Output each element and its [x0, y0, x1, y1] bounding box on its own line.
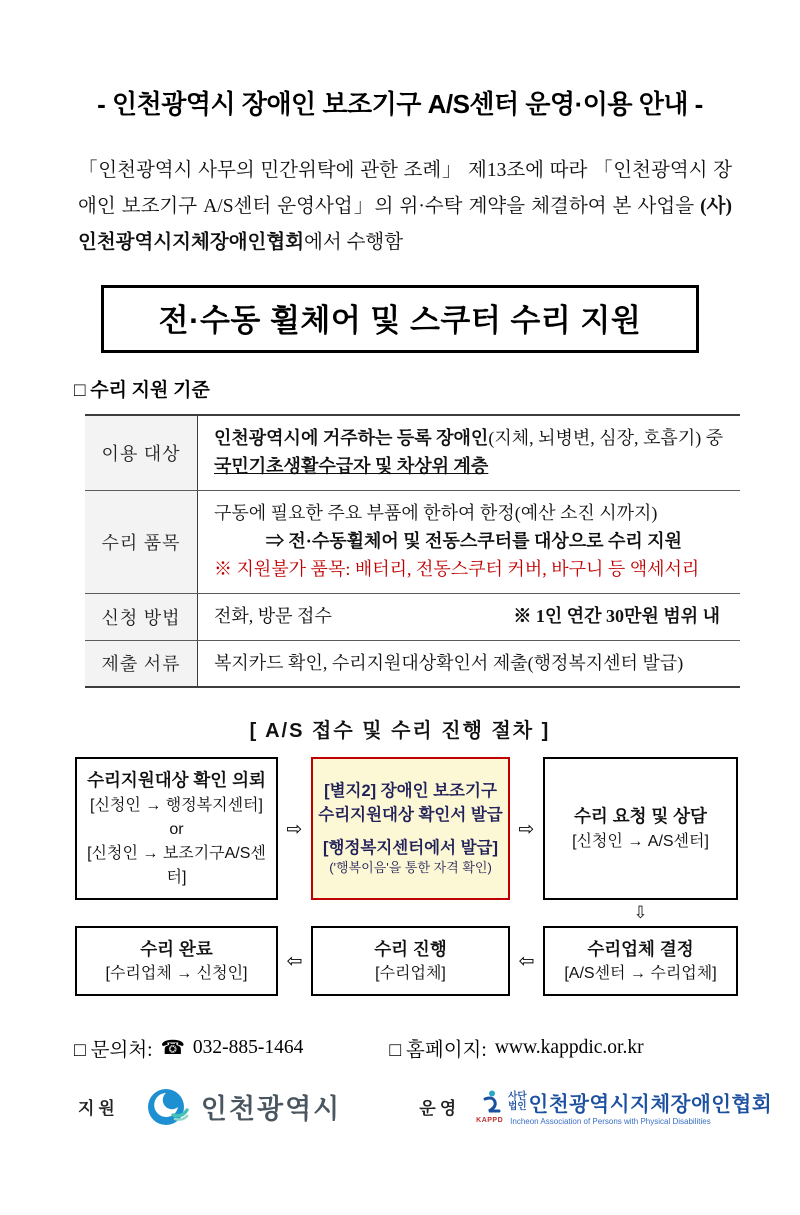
flow-box-request-line1: [신청인 → 행정복지센터] [90, 796, 263, 814]
kappd-logo-icon [476, 1089, 503, 1124]
kappd-name-row [508, 1087, 772, 1117]
row-label-documents: 제출 서류 [85, 641, 198, 687]
intro-paragraph [78, 153, 732, 261]
kappd-corp-type-1: 사단 [508, 1090, 527, 1102]
spacer [510, 900, 543, 926]
kappd-acronym: KAPPD [476, 1117, 504, 1125]
criteria-heading: □ 수리 지원 기준 [74, 380, 210, 402]
target-underlined-text: 국민기초생활수급자 및 차상위 계층 [214, 456, 489, 477]
apply-method-text: 전화, 방문 접수 [214, 605, 332, 626]
flow-box-request-line3: [신청인 → 보조기구A/S센터] [87, 844, 266, 886]
contact-phone-number: 032-885-1464 [192, 1036, 304, 1058]
criteria-table [85, 414, 740, 688]
row-content-target [198, 416, 740, 490]
kappd-association-name: 인천광역시지체장애인협회 [528, 1093, 773, 1117]
flow-box-vendor [543, 926, 738, 996]
flow-box-progress-title: 수리 진행 [374, 938, 447, 959]
flow-chart [75, 757, 738, 996]
arrow-right-icon: ⇨ [286, 817, 303, 840]
flow-box-vendor-title: 수리업체 결정 [587, 938, 694, 959]
arrow-left-icon: ⇦ [286, 949, 303, 972]
operator-logo-group [419, 1087, 772, 1126]
table-row-apply [85, 594, 740, 641]
flow-box-progress-line1: [수리업체] [375, 964, 446, 982]
incheon-city-name: 인천광역시 [200, 1094, 342, 1125]
homepage-label: □ 홈페이지: [389, 1039, 487, 1061]
row-content-apply [198, 594, 740, 640]
operator-label: 운영 [419, 1099, 461, 1119]
table-row-items [85, 491, 740, 594]
apply-limit-note: ※ 1인 연간 30만원 범위 내 [513, 605, 720, 626]
flow-box-request-line2: or [169, 820, 184, 838]
spacer [315, 828, 506, 837]
footer-contact-line [74, 1034, 800, 1062]
flow-box-request [75, 757, 278, 899]
intro-text-1: 「인천광역시 사무의 민간위탁에 관한 조례」 제13조에 따라 「인천광역시 장애인 보조기구 A/S센터 운영사업」의 위·수탁 계약을 체결하여 본 사업을 [78, 160, 732, 218]
flow-box-request-title: 수리지원대상 확인 의뢰 [87, 770, 266, 791]
flow-box-progress [311, 926, 510, 996]
kappd-corp-type-2: 법인 [508, 1101, 527, 1113]
flow-box-certificate [311, 757, 510, 899]
flow-box-consult [543, 757, 738, 899]
row-label-apply: 신청 방법 [85, 594, 198, 640]
items-exclusion-note: ※ 지원불가 품목: 배터리, 전동스쿠터 커버, 바구니 등 액세서리 [214, 558, 700, 579]
arrow-left-icon: ⇦ [518, 949, 535, 972]
kappd-text-block [508, 1087, 772, 1126]
homepage-info [389, 1034, 643, 1062]
homepage-url: www.kappdic.or.kr [494, 1036, 644, 1058]
table-row-documents [85, 641, 740, 687]
target-bold-text: 인천광역시에 거주하는 등록 장애인 [214, 428, 489, 449]
kappd-corp-type [508, 1092, 526, 1114]
spacer [75, 900, 278, 926]
flow-box-complete-line1: [수리업체 → 신청인] [105, 964, 248, 982]
page-title: - 인천광역시 장애인 보조기구 A/S센터 운영·이용 안내 - [97, 89, 703, 119]
row-label-items: 수리 품목 [85, 491, 198, 593]
row-label-target: 이용 대상 [85, 416, 198, 490]
intro-text-2: 에서 수행함 [304, 232, 404, 254]
flow-box-consult-title: 수리 요청 및 상담 [574, 806, 707, 827]
row-content-documents [198, 641, 740, 687]
documents-text: 복지카드 확인, 수리지원대상확인서 제출(행정복지센터 발급) [214, 652, 684, 673]
spacer [278, 900, 311, 926]
flow-box-certificate-line4: ('행복이음'을 통한 자격 확인) [329, 860, 492, 876]
table-row-target [85, 416, 740, 491]
items-line-2: ⇒ 전·수동휠체어 및 전동스쿠터를 대상으로 수리 지원 [265, 530, 683, 551]
arrow-right-icon: ⇨ [518, 817, 535, 840]
target-normal-text: (지체, 뇌병변, 심장, 호흡기) 중 [488, 428, 724, 449]
support-label: 지원 [78, 1099, 119, 1119]
items-line-1: 구동에 필요한 주요 부품에 한하여 한정(예산 소진 시까지) [214, 502, 658, 523]
logo-row [78, 1084, 800, 1130]
flow-box-complete [75, 926, 278, 996]
flow-section-title: [ A/S 접수 및 수리 진행 절차 ] [249, 720, 551, 743]
contact-info [74, 1034, 303, 1062]
flow-box-vendor-line1: [A/S센터 → 수리업체] [564, 964, 717, 982]
phone-icon: ☎ [160, 1037, 185, 1059]
repair-support-banner: 전·수동 휠체어 및 스쿠터 수리 지원 [101, 285, 699, 353]
spacer [311, 900, 510, 926]
contact-label: □ 문의처: [74, 1039, 153, 1061]
incheon-city-logo-icon [145, 1084, 191, 1130]
arrow-down-icon: ⇩ [633, 902, 648, 923]
flow-box-complete-title: 수리 완료 [140, 938, 213, 959]
intro-org-name: (사)인천광역시지체장애인협회 [78, 196, 732, 254]
flow-box-consult-line1: [신청인 → A/S센터] [572, 832, 709, 850]
support-logo-group [78, 1084, 341, 1130]
flow-box-certificate-line3: [행정복지센터에서 발급] [323, 838, 498, 857]
kappd-english-name: Incheon Association of Persons with Physical Disabilities [510, 1117, 711, 1127]
row-content-items [198, 491, 740, 593]
flow-box-certificate-line2: 수리지원대상 확인서 발급 [318, 805, 503, 824]
flow-box-certificate-line1: [별지2] 장애인 보조기구 [324, 781, 497, 800]
